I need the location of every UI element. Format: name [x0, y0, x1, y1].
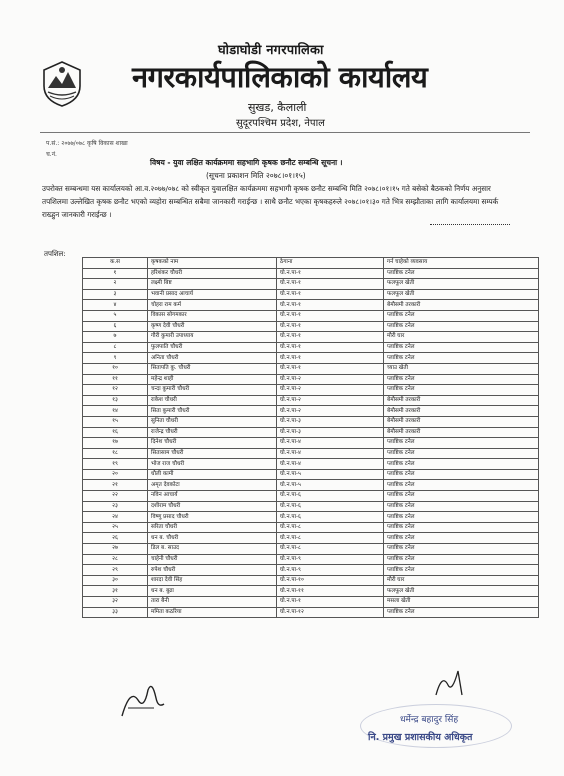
row-serial: ४: [83, 300, 148, 311]
row-farmer-name: धन ब. चौधरी: [148, 533, 277, 544]
row-business: बेमौसमी तरकारी: [384, 300, 539, 311]
row-address: घो.न.पा-९: [277, 554, 384, 565]
table-row: [83, 491, 539, 502]
row-farmer-name: अमृत देवकोटा: [148, 480, 277, 491]
row-address: घो.न.पा-२: [277, 374, 384, 385]
row-business: बेमौसमी तरकारी: [384, 395, 539, 406]
row-farmer-name: तारा बैनी: [148, 597, 277, 608]
table-row: [83, 353, 539, 364]
row-farmer-name: भोज राज चौधरी: [148, 459, 277, 470]
table-row: [83, 332, 539, 343]
row-business: बेमौसमी तरकारी: [384, 406, 539, 417]
row-farmer-name: अनिता चौधरी: [148, 353, 277, 364]
col-farmer-name: कृषकको नाम: [148, 258, 277, 269]
row-business: प्लाष्टिक टनेल: [384, 469, 539, 480]
row-farmer-name: चाहेनी चौधरी: [148, 554, 277, 565]
table-row: [83, 279, 539, 290]
row-address: घो.न.पा-१: [277, 300, 384, 311]
row-serial: २४: [83, 512, 148, 523]
row-farmer-name: ममिता कठरिया: [148, 607, 277, 618]
row-address: घो.न.पा-२: [277, 395, 384, 406]
row-serial: १४: [83, 406, 148, 417]
row-serial: २६: [83, 533, 148, 544]
farmer-list-table: [82, 257, 539, 618]
table-row: [83, 310, 539, 321]
row-address: घो.न.पा-१: [277, 279, 384, 290]
col-business: गर्न चाहेको व्यवसाय: [384, 258, 539, 269]
row-farmer-name: चोहरा राम कर्म: [148, 300, 277, 311]
table-row: [83, 459, 539, 470]
row-farmer-name: लक्ष्मी बिष्ट: [148, 279, 277, 290]
row-business: प्लाष्टिक टनेल: [384, 268, 539, 279]
row-address: घो.न.पा-९: [277, 565, 384, 576]
row-business: मसला खेती: [384, 597, 539, 608]
row-business: प्लाष्टिक टनेल: [384, 310, 539, 321]
row-address: घो.न.पा-१: [277, 268, 384, 279]
table-row: [83, 554, 539, 565]
row-farmer-name: महेन्द्र शाही: [148, 374, 277, 385]
signature-mark-right: [432, 665, 472, 701]
row-serial: १८: [83, 448, 148, 459]
row-business: प्लाष्टिक टनेल: [384, 565, 539, 576]
row-farmer-name: फुलपाति चौधरी: [148, 342, 277, 353]
row-farmer-name: भवानी प्रसाद आचार्य: [148, 289, 277, 300]
row-serial: १६: [83, 427, 148, 438]
row-serial: २०: [83, 469, 148, 480]
details-label: तपशिल:: [44, 250, 66, 258]
table-row: [83, 374, 539, 385]
row-business: प्लाष्टिक टनेल: [384, 374, 539, 385]
row-address: घो.न.पा-२: [277, 385, 384, 396]
row-farmer-name: शारदा देवी सिंह: [148, 575, 277, 586]
row-serial: १३: [83, 395, 148, 406]
table-row: [83, 395, 539, 406]
row-address: घो.न.पा-४: [277, 459, 384, 470]
reference-number: प.सं.: २०७७/०७८ कृषि विकास शाखा: [46, 140, 128, 147]
row-address: घो.न.पा-१: [277, 363, 384, 374]
table-row: [83, 427, 539, 438]
row-business: प्लाष्टिक टनेल: [384, 533, 539, 544]
row-address: घो.न.पा-१: [277, 321, 384, 332]
row-address: घो.न.पा-१: [277, 597, 384, 608]
row-serial: १७: [83, 438, 148, 449]
government-emblem-icon: [40, 60, 84, 108]
table-row: [83, 586, 539, 597]
table-row: [83, 501, 539, 512]
table-row: [83, 289, 539, 300]
row-business: प्लाष्टिक टनेल: [384, 607, 539, 618]
table-row: [83, 406, 539, 417]
table-row: [83, 385, 539, 396]
row-address: घो.न.पा-१: [277, 342, 384, 353]
row-business: बेमौसमी तरकारी: [384, 427, 539, 438]
table-row: [83, 544, 539, 555]
row-serial: १०: [83, 363, 148, 374]
row-serial: २५: [83, 522, 148, 533]
row-farmer-name: नविन आचार्य: [148, 491, 277, 502]
table-row: [83, 321, 539, 332]
row-address: घो.न.पा-५: [277, 469, 384, 480]
row-business: प्लाष्टिक टनेल: [384, 438, 539, 449]
row-business: प्लाष्टिक टनेल: [384, 353, 539, 364]
row-serial: २२: [83, 491, 148, 502]
table-row: [83, 438, 539, 449]
col-address: ठेगाना: [277, 258, 384, 269]
row-address: घो.न.पा-१: [277, 353, 384, 364]
publication-date: (सूचना प्रकाशन मिति २०७८।०१।१५): [206, 171, 306, 180]
row-serial: १: [83, 268, 148, 279]
row-farmer-name: धन ब. बुढा: [148, 586, 277, 597]
row-serial: ५: [83, 310, 148, 321]
signer-title: नि. प्रमुख प्रशासकीय अधिकृत: [368, 732, 473, 743]
row-business: प्लाष्टिक टनेल: [384, 342, 539, 353]
row-serial: ३०: [83, 575, 148, 586]
row-address: घो.न.पा-१०: [277, 575, 384, 586]
row-serial: २८: [83, 554, 148, 565]
table-row: [83, 533, 539, 544]
table-row: [83, 342, 539, 353]
row-business: प्लाष्टिक टनेल: [384, 512, 539, 523]
table-row: [83, 480, 539, 491]
row-address: घो.न.पा-१: [277, 332, 384, 343]
table-row: [83, 268, 539, 279]
row-business: प्लाष्टिक टनेल: [384, 491, 539, 502]
row-serial: ३१: [83, 586, 148, 597]
row-address: घो.न.पा-५: [277, 480, 384, 491]
col-serial: क.स: [83, 258, 148, 269]
row-business: प्लाष्टिक टनेल: [384, 448, 539, 459]
office-name: नगरकार्यपालिकाको कार्यालय: [132, 60, 428, 94]
table-row: [83, 300, 539, 311]
row-address: घो.न.पा-१: [277, 289, 384, 300]
row-address: घो.न.पा-८: [277, 533, 384, 544]
row-farmer-name: रुपेश चौधरी: [148, 565, 277, 576]
row-business: प्लाष्टिक टनेल: [384, 459, 539, 470]
row-business: प्लाष्टिक टनेल: [384, 480, 539, 491]
table-row: [83, 597, 539, 608]
dotted-line: [430, 224, 510, 225]
row-address: घो.न.पा-३: [277, 427, 384, 438]
table-row: [83, 416, 539, 427]
row-business: मौरी घार: [384, 575, 539, 586]
row-business: प्लाष्टिक टनेल: [384, 385, 539, 396]
dispatch-number: च.नं.: [46, 151, 57, 158]
row-business: फलफूल खेती: [384, 289, 539, 300]
row-address: घो.न.पा-३: [277, 416, 384, 427]
row-address: घो.न.पा-४: [277, 438, 384, 449]
row-serial: २१: [83, 480, 148, 491]
row-business: प्लाष्टिक टनेल: [384, 321, 539, 332]
letter-body: उपरोक्त सम्बन्धमा यस कार्यालयको आ.व.२०७७/०७८ को स्वीकृत युवालक्षित कार्यक्रममा सहभागी कृषक छनौट सम्बन्धि मिति २०७८।०१।१५ गते बसेको बैठकको निर्णय अनुसार तपशिलमा उल्लेखित कृषक छनौट भएको व्यहोरा सम्बन्धित सबैमा जानकारी गराईन्छ । साथै छनौट भएका कृषकहरुले २०७८।०१।३० गते भित्र सम्झौताका लागि कार्यालयमा सम्पर्क राख्हुन जानकारी गराईन्छ ।: [42, 184, 499, 219]
row-business: प्लाष्टिक टनेल: [384, 554, 539, 565]
table-row: [83, 448, 539, 459]
row-farmer-name: धौली कामी: [148, 469, 277, 480]
row-farmer-name: दिनेश चौधरी: [148, 438, 277, 449]
row-serial: २: [83, 279, 148, 290]
row-farmer-name: सिता कुमारी चौधरी: [148, 406, 277, 417]
row-serial: १५: [83, 416, 148, 427]
table-row: [83, 512, 539, 523]
row-serial: ७: [83, 332, 148, 343]
row-farmer-name: सरिता चौधरी: [148, 522, 277, 533]
row-address: घो.न.पा-२: [277, 406, 384, 417]
office-address: सुखड, कैलाली: [248, 101, 307, 114]
row-farmer-name: राजेन्द्र चौधरी: [148, 427, 277, 438]
row-serial: २७: [83, 544, 148, 555]
row-address: घो.न.पा-६: [277, 501, 384, 512]
row-farmer-name: सितासाम चौधरी: [148, 448, 277, 459]
row-farmer-name: सुनिता चौधरी: [148, 416, 277, 427]
row-address: घो.न.पा-६: [277, 512, 384, 523]
row-farmer-name: विकास सोगमकार: [148, 310, 277, 321]
row-serial: ९: [83, 353, 148, 364]
table-header-row: [83, 258, 539, 269]
table-row: [83, 575, 539, 586]
row-farmer-name: गौरी कुमारी उपाध्याय: [148, 332, 277, 343]
row-business: प्लाष्टिक टनेल: [384, 522, 539, 533]
municipality-name: घोडाघोडी नगरपालिका: [218, 43, 324, 58]
row-serial: २९: [83, 565, 148, 576]
row-serial: ८: [83, 342, 148, 353]
office-province: सुदूरपश्चिम प्रदेश, नेपाल: [236, 118, 325, 129]
table-row: [83, 607, 539, 618]
letter-subject: विषय - युवा लक्षित कार्यक्रममा सहभागि कृषक छनौट सम्बन्धि सूचना ।: [150, 158, 343, 167]
signer-name: धर्मेन्द्र बहादुर सिंह: [400, 715, 459, 725]
row-business: च्याउ खेती: [384, 363, 539, 374]
row-farmer-name: चन्दा कुमारी चौधरी: [148, 385, 277, 396]
row-serial: ३: [83, 289, 148, 300]
row-farmer-name: कृष्ण देवी चौधरी: [148, 321, 277, 332]
row-serial: ६: [83, 321, 148, 332]
row-farmer-name: सितापति कु. चौधरी: [148, 363, 277, 374]
row-serial: २३: [83, 501, 148, 512]
row-serial: ३२: [83, 597, 148, 608]
row-business: मौरी घार: [384, 332, 539, 343]
row-business: बेमौसमी तरकारी: [384, 416, 539, 427]
row-farmer-name: राकेश चौधरी: [148, 395, 277, 406]
row-serial: ३३: [83, 607, 148, 618]
row-serial: ११: [83, 374, 148, 385]
row-address: घो.न.पा-१: [277, 310, 384, 321]
header-divider: [40, 132, 530, 133]
row-business: फलफूल खेती: [384, 279, 539, 290]
row-farmer-name: डिल ब. साउद: [148, 544, 277, 555]
row-address: घो.न.पा-४: [277, 448, 384, 459]
row-address: घो.न.पा-११: [277, 586, 384, 597]
row-address: घो.न.पा-१२: [277, 607, 384, 618]
row-serial: १९: [83, 459, 148, 470]
row-address: घो.न.पा-८: [277, 544, 384, 555]
row-serial: १२: [83, 385, 148, 396]
row-farmer-name: हरिशंकर चौधरी: [148, 268, 277, 279]
row-farmer-name: दशीराम चौधरी: [148, 501, 277, 512]
table-row: [83, 522, 539, 533]
row-business: प्लाष्टिक टनेल: [384, 501, 539, 512]
row-farmer-name: विष्णु प्रसाद चौधरी: [148, 512, 277, 523]
row-business: प्लाष्टिक टनेल: [384, 544, 539, 555]
row-address: घो.न.पा-६: [277, 491, 384, 502]
table-row: [83, 469, 539, 480]
table-row: [83, 565, 539, 576]
table-row: [83, 363, 539, 374]
row-business: फलफूल खेती: [384, 586, 539, 597]
signature-mark-left: [118, 678, 166, 722]
row-address: घो.न.पा-८: [277, 522, 384, 533]
